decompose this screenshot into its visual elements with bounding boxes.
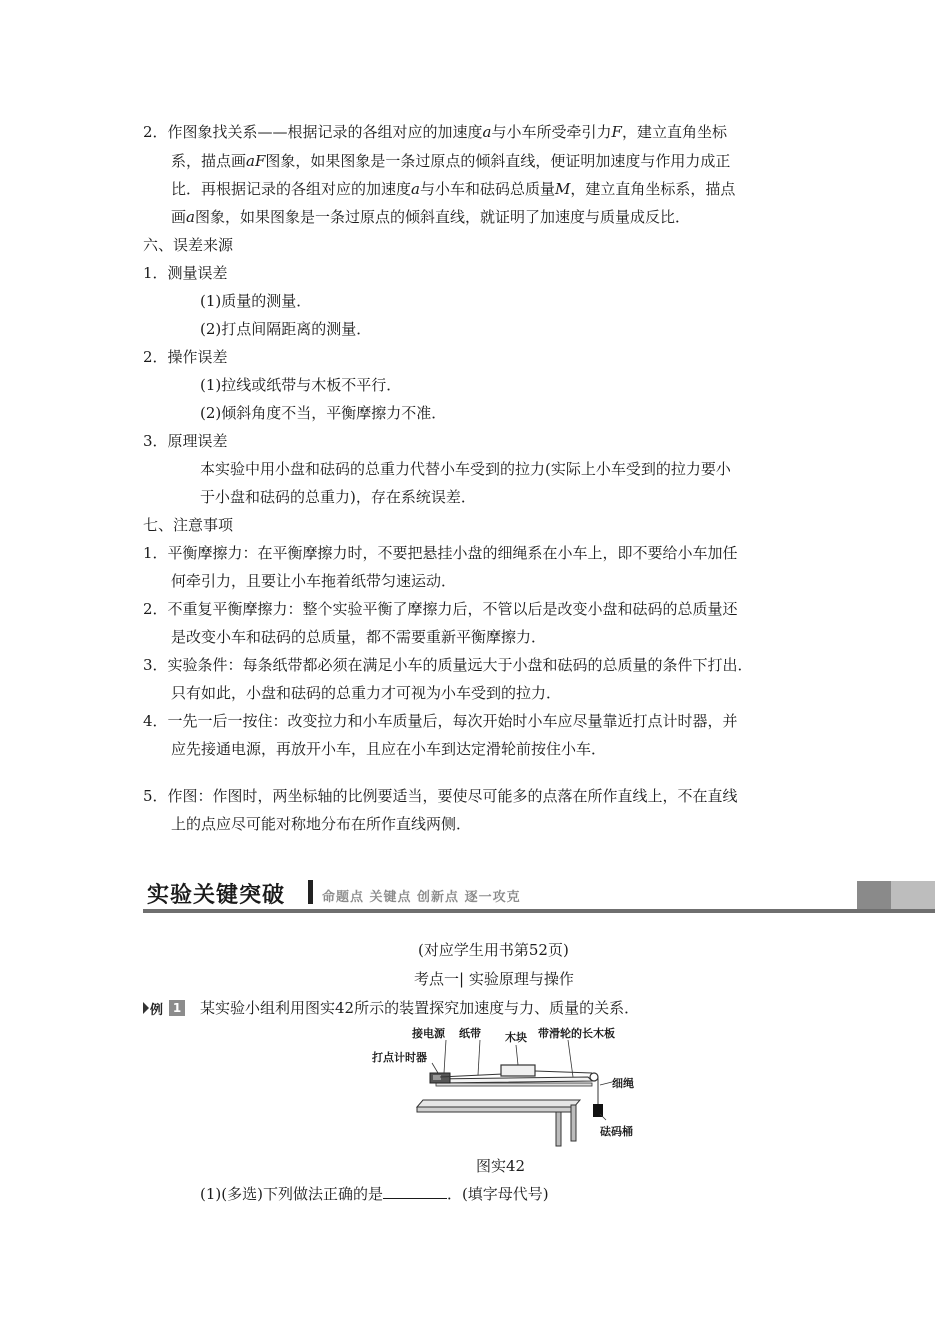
apparatus-diagram (368, 1027, 668, 1152)
list-item: 4．一先一后一按住：改变拉力和小车质量后，每次开始时小车应尽量靠近打点计时器，并 (143, 712, 738, 730)
table-leg (556, 1112, 561, 1146)
paragraph-line: 是改变小车和砝码的总质量，都不需要重新平衡摩擦力． (171, 628, 547, 646)
string (535, 1071, 592, 1073)
paragraph-line: 应先接通电源，再放开小车，且应在小车到达定滑轮前按住小车． (171, 740, 607, 758)
label-string: 细绳 (612, 1077, 634, 1090)
label-timer: 打点计时器 (372, 1051, 427, 1064)
leader-line (600, 1082, 612, 1085)
leader-line (432, 1063, 438, 1073)
paragraph-line: 画a图象，如果图象是一条过原点的倾斜直线，就证明了加速度与质量成反比． (171, 208, 690, 226)
leader-line (568, 1040, 573, 1077)
banner-divider (308, 880, 313, 904)
paragraph-line: 上的点应尽可能对称地分布在所作直线两侧． (171, 815, 472, 833)
example-question: 某实验小组利用图实42所示的装置探究加速度与力、质量的关系． (200, 999, 640, 1017)
list-item: 2．不重复平衡摩擦力：整个实验平衡了摩擦力后，不管以后是改变小盘和砝码的总质量还 (143, 600, 738, 618)
table-top (417, 1100, 580, 1107)
paragraph-line: 2．作图象找关系——根据记录的各组对应的加速度a与小车所受牵引力F，建立直角坐标 (143, 123, 727, 141)
example-label: 例 (150, 1003, 164, 1018)
book-reference: (对应学生用书第52页) (418, 941, 569, 959)
paragraph-line: 于小盘和砝码的总重力)，存在系统误差． (200, 488, 476, 506)
banner-decor-dark (857, 881, 891, 909)
apparatus-figure (368, 1027, 668, 1152)
figure-caption: 图实42 (476, 1157, 526, 1175)
paragraph-line: 系，描点画aF图象，如果图象是一条过原点的倾斜直线，便证明加速度与作用力成正 (171, 152, 731, 170)
wood-block (501, 1065, 535, 1076)
list-item: (2)打点间隔距离的测量． (200, 320, 372, 338)
section-heading: 七、注意事项 (143, 516, 234, 534)
list-item: 5．作图：作图时，两坐标轴的比例要适当，要使尽可能多的点落在所作直线上，不在直线 (143, 787, 738, 805)
label-tape: 纸带 (459, 1027, 481, 1040)
answer-blank[interactable] (383, 1184, 447, 1199)
board-edge (436, 1083, 592, 1086)
list-item: (2)倾斜角度不当，平衡摩擦力不准． (200, 404, 447, 422)
leader-line (516, 1045, 518, 1065)
table-edge (417, 1107, 574, 1112)
label-block: 木块 (505, 1031, 527, 1044)
table-leg (571, 1105, 576, 1141)
label-bucket: 砝码桶 (600, 1125, 633, 1138)
leader-line (478, 1040, 480, 1075)
timer-detail (433, 1075, 441, 1080)
banner-decor-light (891, 881, 935, 909)
list-item: 1．平衡摩擦力：在平衡摩擦力时，不要把悬挂小盘的细绳系在小车上，即不要给小车加任 (143, 544, 738, 562)
banner-rule (143, 909, 935, 913)
example-badge (143, 999, 187, 1017)
list-item: 3．实验条件：每条纸带都必须在满足小车的质量远大于小盘和砝码的总质量的条件下打出． (143, 656, 753, 674)
paragraph-line: 比．再根据记录的各组对应的加速度a与小车和砝码总质量M，建立直角坐标系，描点 (171, 180, 736, 198)
paragraph-line: 本实验中用小盘和砝码的总重力代替小车受到的拉力(实际上小车受到的拉力要小 (200, 460, 731, 478)
paragraph-line: 何牵引力，且要让小车拖着纸带匀速运动． (171, 572, 457, 590)
list-item: (1)质量的测量． (200, 292, 312, 310)
list-item: (1)拉线或纸带与木板不平行． (200, 376, 402, 394)
pulley (590, 1073, 598, 1081)
topic-heading: 考点一| 实验原理与操作 (414, 970, 574, 988)
section-banner (143, 876, 935, 914)
example-number: 1 (169, 1000, 185, 1016)
list-heading: 3．原理误差 (143, 432, 228, 450)
sub-question: (1)(多选)下列做法正确的是 ．(填字母代号) (200, 1185, 549, 1203)
triangle-icon (143, 1002, 149, 1014)
label-board: 带滑轮的长木板 (538, 1027, 615, 1040)
section-heading: 六、误差来源 (143, 236, 234, 254)
leader-line (444, 1040, 446, 1073)
long-board (432, 1077, 592, 1083)
label-power: 接电源 (412, 1027, 445, 1040)
banner-subtitle: 命题点 关键点 创新点 逐一攻克 (322, 890, 521, 905)
list-heading: 1．测量误差 (143, 264, 228, 282)
list-heading: 2．操作误差 (143, 348, 228, 366)
banner-title: 实验关键突破 (147, 883, 286, 908)
paragraph-line: 只有如此，小盘和砝码的总重力才可视为小车受到的拉力． (171, 684, 562, 702)
